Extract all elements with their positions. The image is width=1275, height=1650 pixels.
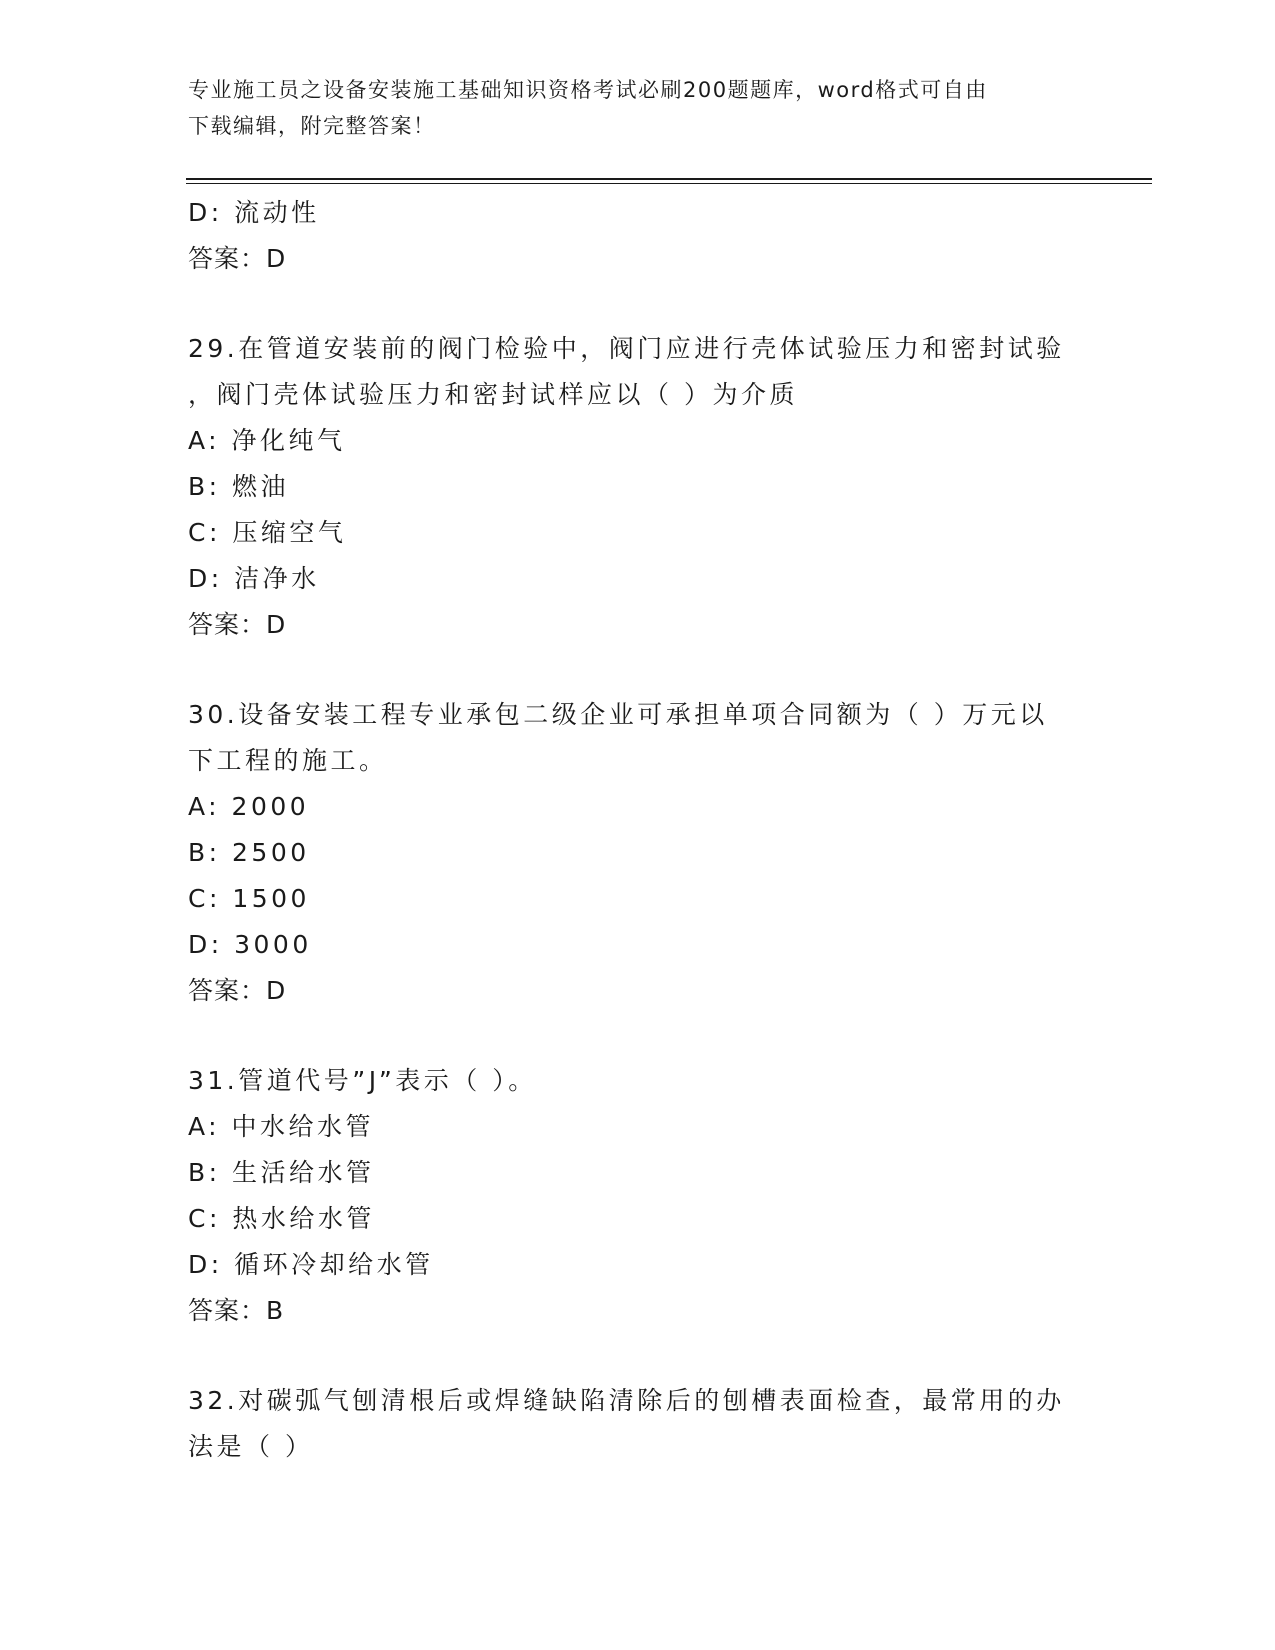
- answer-value: D: [266, 610, 287, 639]
- answer-label: 答案：: [188, 976, 267, 1005]
- question-text: [188, 326, 1088, 418]
- option-c: C: 1500: [188, 884, 310, 913]
- question-text: [188, 692, 1088, 784]
- answer-label: 答案：: [188, 244, 267, 273]
- question-text-line: 30.设备安装工程专业承包二级企业可承担单项合同额为（ ）万元以: [188, 700, 1048, 729]
- option-d: D: 3000: [188, 930, 312, 959]
- question-29: [188, 326, 1088, 648]
- question-30: [188, 692, 1088, 1014]
- option-c: C: 压缩空气: [188, 518, 347, 547]
- answer-line: [188, 236, 1088, 282]
- answer-value: D: [266, 244, 287, 273]
- spacer: [188, 1014, 1088, 1058]
- option-c: C: 热水给水管: [188, 1204, 375, 1233]
- answer-line: [188, 1288, 1088, 1334]
- header-line-1: 专业施工员之设备安装施工基础知识资格考试必刷200题题库，word格式可自由: [188, 78, 988, 102]
- option-b: B: 2500: [188, 838, 310, 867]
- question-text-line: ，阀门壳体试验压力和密封试样应以（ ）为介质: [188, 380, 798, 409]
- question-text-line: 下工程的施工。: [188, 746, 388, 775]
- answer-value: D: [266, 976, 287, 1005]
- option-b: B: 生活给水管: [188, 1158, 375, 1187]
- question-text: [188, 1058, 1088, 1104]
- header-divider-thick: [186, 178, 1152, 180]
- question-text-line: 法是（ ）: [188, 1432, 314, 1461]
- answer-line: [188, 602, 1088, 648]
- question-31: [188, 1058, 1088, 1334]
- question-list: [188, 190, 1088, 1470]
- option-a: A: 2000: [188, 792, 310, 821]
- option-d: D: 洁净水: [188, 564, 320, 593]
- document-header: [188, 72, 1088, 144]
- question-text-line: 31.管道代号”J”表示（ ）。: [188, 1066, 537, 1095]
- header-line-2: 下载编辑，附完整答案！: [188, 114, 436, 138]
- question-text: [188, 1378, 1088, 1470]
- spacer: [188, 1334, 1088, 1378]
- answer-line: [188, 968, 1088, 1014]
- answer-label: 答案：: [188, 610, 267, 639]
- option-d: D: 循环冷却给水管: [188, 1250, 434, 1279]
- option-b: B: 燃油: [188, 472, 290, 501]
- question-32: [188, 1378, 1088, 1470]
- spacer: [188, 282, 1088, 326]
- question-text-line: 29.在管道安装前的阀门检验中，阀门应进行壳体试验压力和密封试验: [188, 334, 1065, 363]
- answer-label: 答案：: [188, 1296, 267, 1325]
- option-d: D: 流动性: [188, 198, 320, 227]
- option-a: A: 中水给水管: [188, 1112, 375, 1141]
- option-a: A: 净化纯气: [188, 426, 346, 455]
- header-divider-thin: [186, 183, 1152, 184]
- spacer: [188, 648, 1088, 692]
- question-text-line: 32.对碳弧气刨清根后或焊缝缺陷清除后的刨槽表面检查，最常用的办: [188, 1386, 1065, 1415]
- answer-value: B: [266, 1296, 285, 1325]
